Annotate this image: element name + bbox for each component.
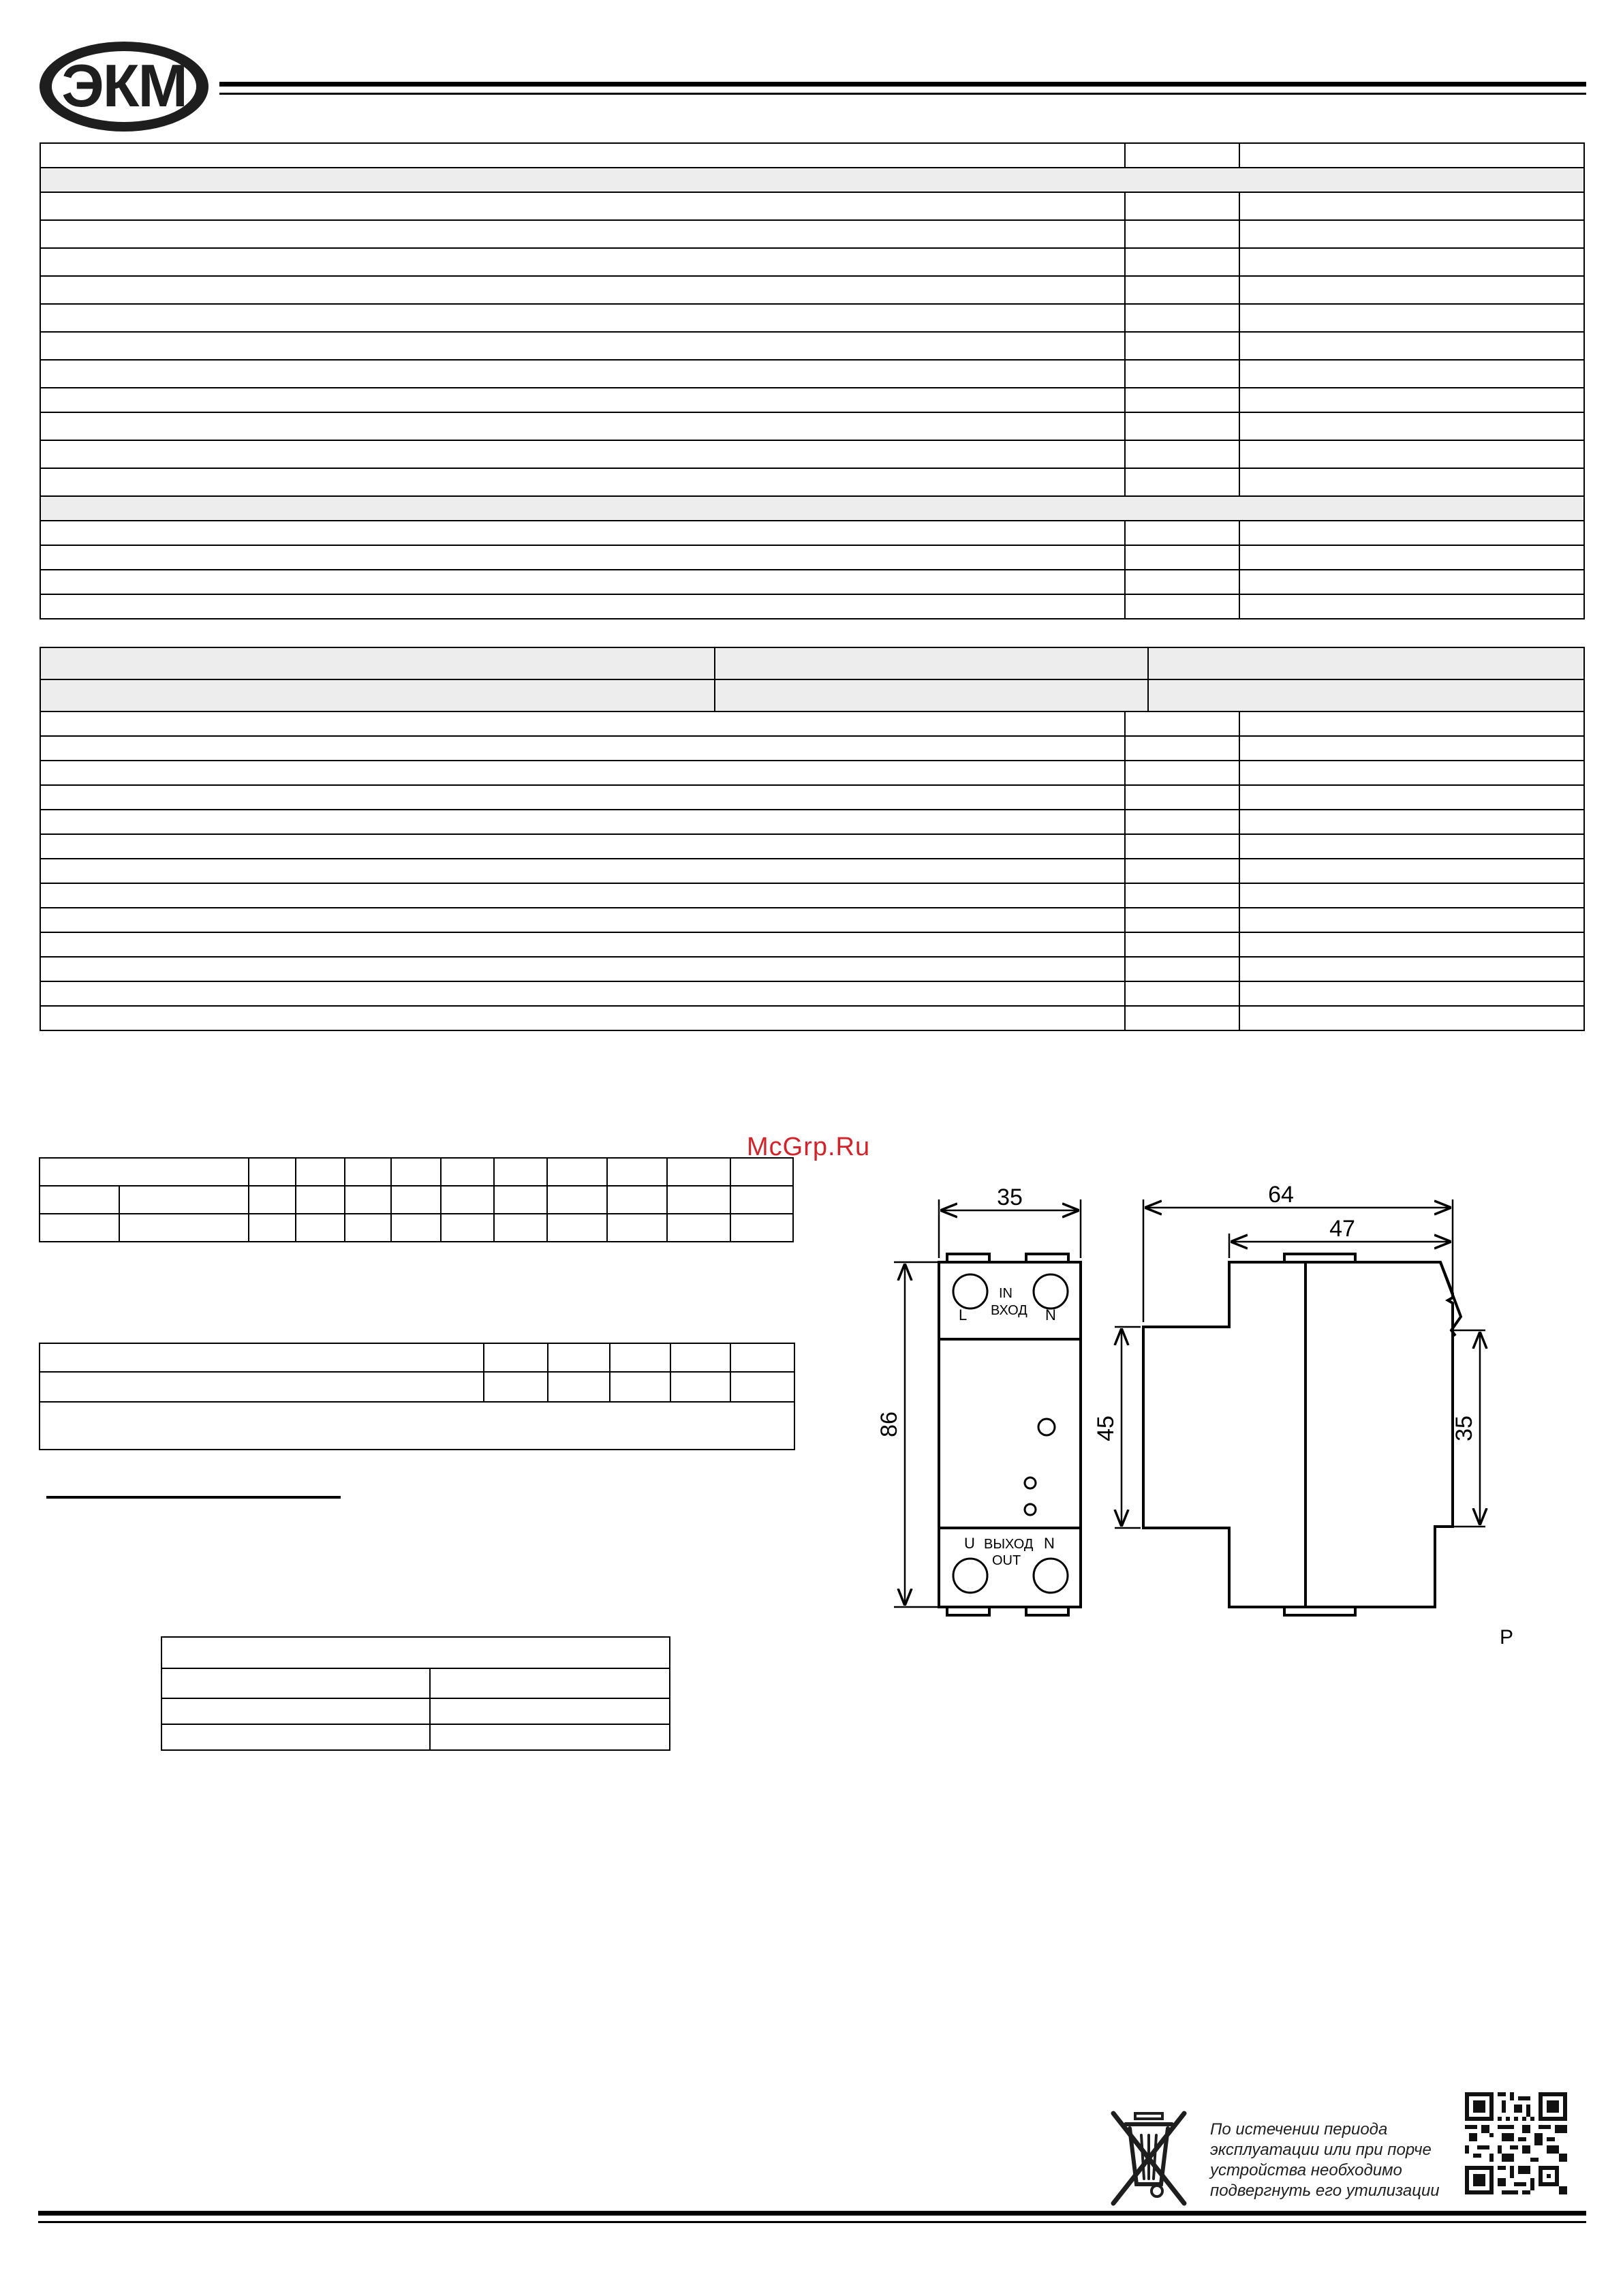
header-rule-thick [219, 82, 1586, 87]
table-row [40, 304, 1584, 332]
watermark-text: McGrp.Ru [747, 1133, 871, 1161]
dim-width-35: 35 [997, 1184, 1023, 1210]
small-table-3 [161, 1636, 670, 1751]
weee-bin-icon [1108, 2108, 1190, 2207]
table-row [40, 711, 1584, 736]
table-row [40, 248, 1584, 276]
side-dimensions [1115, 1199, 1485, 1528]
table-row [40, 468, 1584, 496]
terminal-label-N-bottom: N [1044, 1535, 1055, 1552]
input-label-en: IN [999, 1286, 1013, 1301]
table-row [40, 1158, 793, 1186]
table-row [40, 883, 1584, 908]
footer-rule-thin [38, 2221, 1586, 2223]
table-row [40, 1214, 793, 1242]
table-row [40, 859, 1584, 883]
dim-depth-47: 47 [1329, 1216, 1355, 1242]
table-row [40, 412, 1584, 440]
output-label-ru: ВЫХОД [984, 1537, 1034, 1552]
table-section-row [40, 496, 1584, 521]
table-row [40, 834, 1584, 859]
footer-rule-thick [38, 2211, 1586, 2216]
header-rule-thin [219, 93, 1586, 95]
disposal-line-3: устройства необходимо [1210, 2161, 1402, 2179]
spec-table-continued [40, 711, 1585, 1031]
table-row [40, 388, 1584, 412]
table-row [161, 1698, 670, 1724]
side-view [1143, 1254, 1461, 1615]
figure-label: Р [1499, 1626, 1514, 1649]
table-section-row [40, 647, 1584, 679]
signature-line [46, 1496, 341, 1499]
table-row [40, 521, 1584, 545]
table-row [40, 1372, 794, 1402]
table-row [40, 440, 1584, 468]
table-row [40, 276, 1584, 304]
table-row [40, 594, 1584, 619]
input-label-ru: ВХОД [991, 1303, 1027, 1318]
dim-height-86: 86 [876, 1411, 902, 1437]
dimension-drawing [872, 1172, 1519, 1656]
disposal-line-4: подвергнуть его утилизации [1210, 2182, 1440, 2200]
table-row [161, 1724, 670, 1750]
table-row [161, 1668, 670, 1698]
table-section-row [40, 168, 1584, 192]
table-row [40, 332, 1584, 360]
spec-table-band [40, 647, 1585, 712]
disposal-notice [1210, 2119, 1469, 2201]
dim-height-45: 45 [1093, 1415, 1119, 1441]
dim-depth-64: 64 [1268, 1182, 1294, 1208]
terminal-label-U: U [964, 1535, 975, 1552]
table-row [40, 810, 1584, 834]
table-row [40, 1402, 794, 1450]
table-row [40, 360, 1584, 388]
table-row [40, 545, 1584, 570]
table-row [40, 957, 1584, 981]
qr-code[interactable] [1465, 2092, 1567, 2194]
table-row [40, 981, 1584, 1006]
table-row [40, 570, 1584, 594]
output-label-en: OUT [992, 1553, 1021, 1568]
table-row [40, 736, 1584, 761]
table-row [40, 143, 1584, 168]
table-row [40, 1006, 1584, 1030]
logo-text: ЭКМ [61, 52, 187, 119]
table-row [40, 220, 1584, 248]
disposal-line-2: эксплуатации или при порче [1210, 2141, 1432, 2159]
table-row [161, 1637, 670, 1668]
table-row [40, 761, 1584, 785]
table-row [40, 932, 1584, 957]
spec-table [40, 142, 1585, 619]
table-row [40, 785, 1584, 810]
table-row [40, 1343, 794, 1372]
table-section-row [40, 679, 1584, 711]
terminal-label-N-top: N [1045, 1306, 1056, 1323]
small-table-2 [39, 1343, 795, 1450]
terminal-label-L: L [959, 1306, 968, 1323]
table-row [40, 1186, 793, 1214]
table-row [40, 192, 1584, 220]
disposal-line-1: По истечении периода [1210, 2120, 1388, 2139]
table-row [40, 908, 1584, 932]
small-table-1 [39, 1157, 794, 1242]
dim-rail-35: 35 [1451, 1415, 1477, 1441]
